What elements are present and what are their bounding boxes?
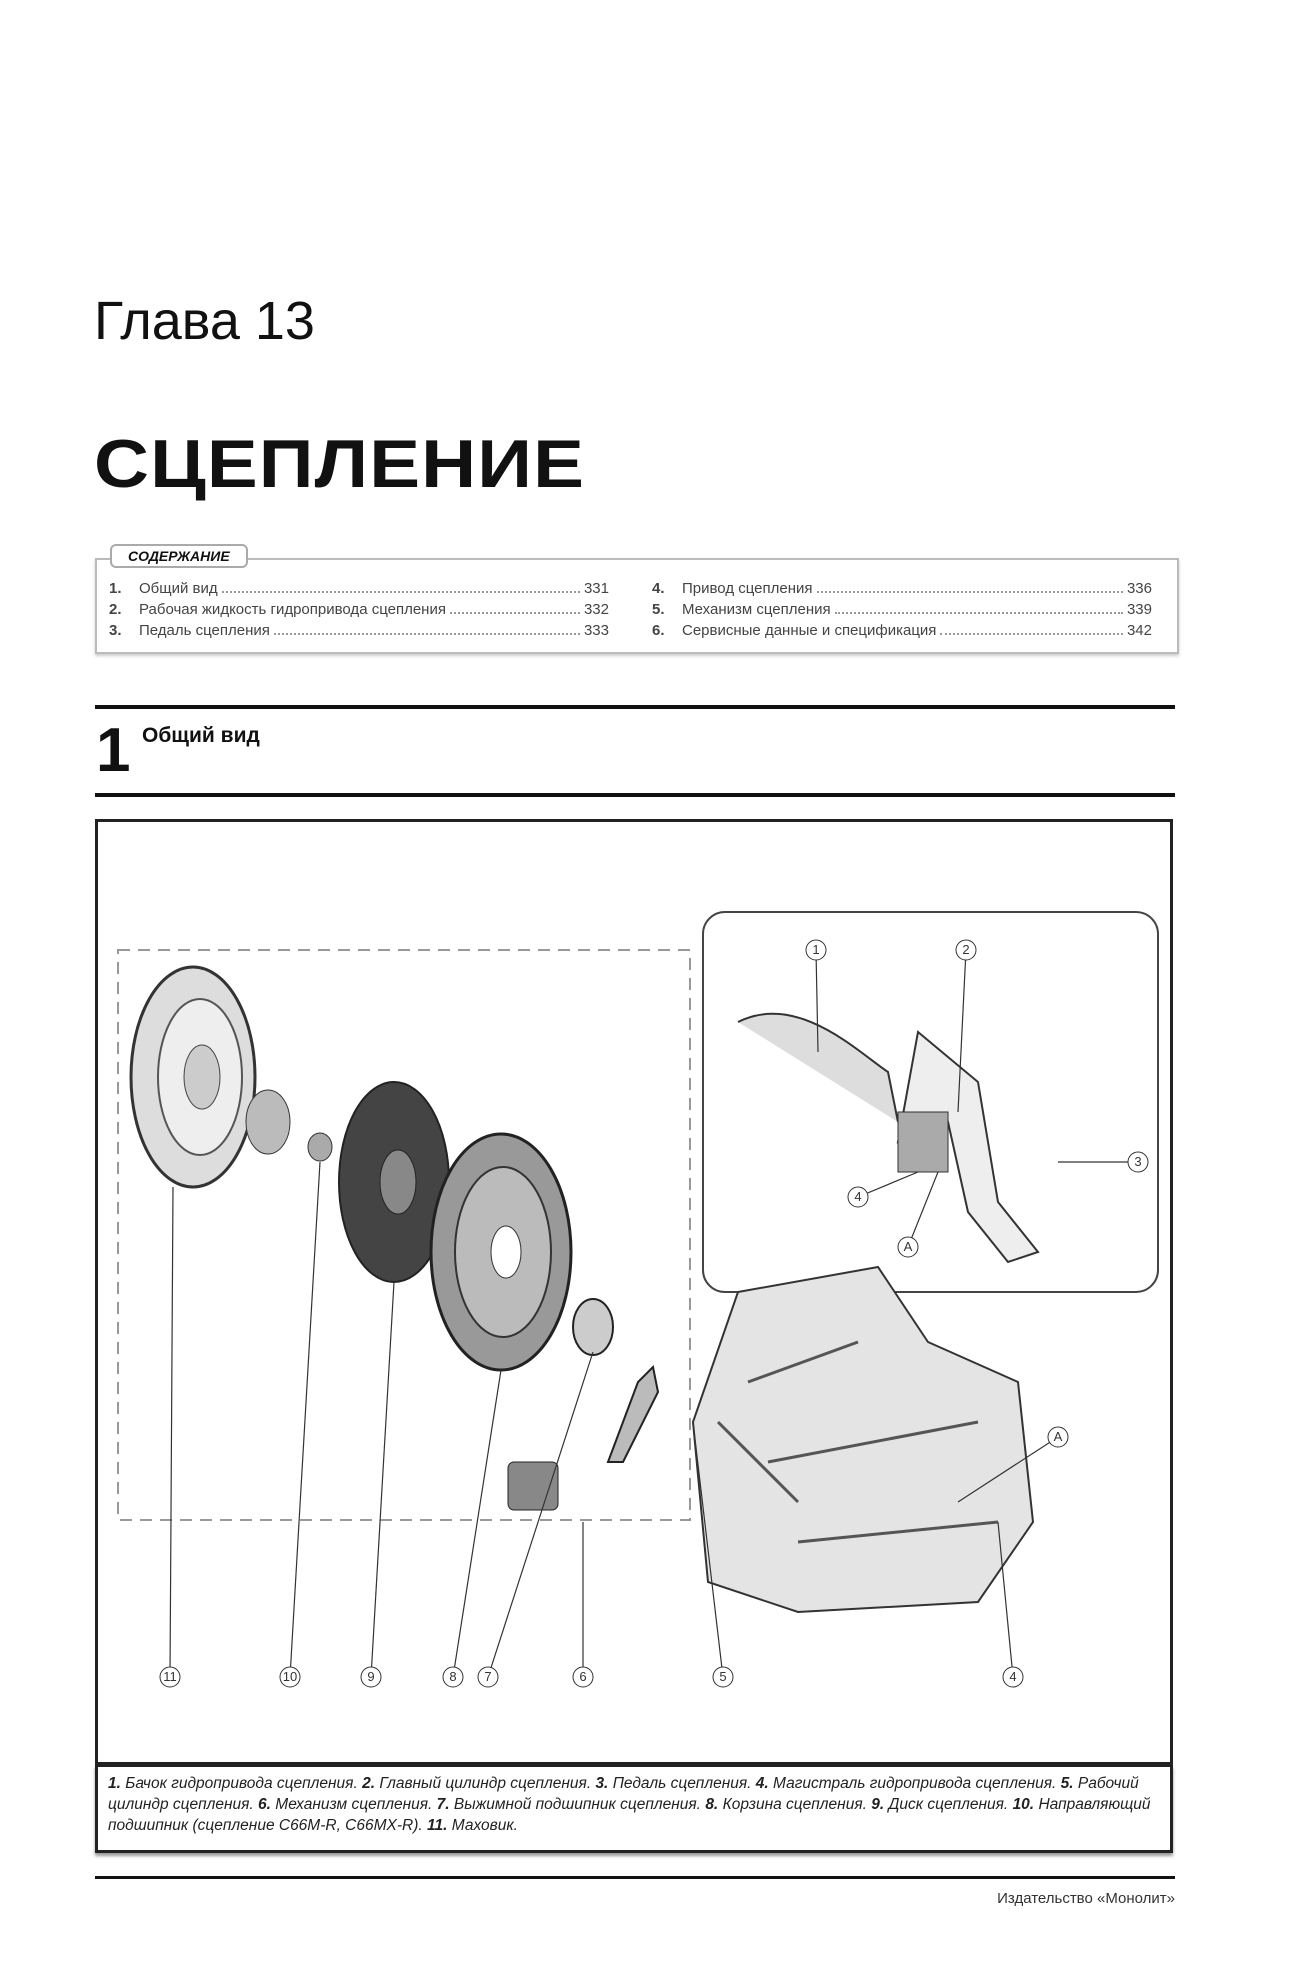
caption-item [258,1796,437,1813]
caption-number: 9. [871,1796,885,1813]
toc-item-page: 339 [1126,601,1152,618]
caption-number: 2. [362,1775,376,1792]
transmission [693,1267,1033,1612]
leader-line [371,1282,394,1677]
caption-text: Бачок гидропривода сцепления. [125,1775,358,1792]
callout-label: A [903,1239,913,1254]
master-cylinder [898,1112,948,1172]
caption-item [427,1817,518,1834]
caption-number: 7. [436,1796,450,1813]
figure-caption [95,1765,1173,1853]
callout-label: 5 [719,1669,727,1684]
toc-item-label: Привод сцепления [682,580,813,597]
toc-item-label: Общий вид [139,580,218,597]
toc-leader-dots [450,612,580,614]
toc-item-page: 342 [1126,622,1152,639]
pilot-bearing [308,1133,332,1161]
caption-item [108,1775,362,1792]
caption-number: 4. [755,1775,769,1792]
callout-label: 8 [449,1669,457,1684]
toc-item-page: 331 [583,580,609,597]
toc-leader-dots [940,633,1123,635]
toc-item-label: Механизм сцепления [682,601,831,618]
caption-text: Рабочий цилиндр сцепления. [108,1775,1139,1813]
callout-label: 3 [1134,1154,1142,1169]
toc-item-label: Сервисные данные и спецификация [682,622,937,639]
caption-number: 3. [595,1775,609,1792]
toc-item-page: 332 [583,601,609,618]
caption-text: Корзина сцепления. [722,1796,867,1813]
callout-label: 4 [1009,1669,1017,1684]
toc-item[interactable] [652,576,1152,597]
toc-item[interactable] [109,576,609,597]
caption-text: Педаль сцепления. [612,1775,752,1792]
caption-item [871,1796,1012,1813]
caption-number: 11. [427,1817,448,1834]
toc-item-page: 336 [1126,580,1152,597]
callout-label: 10 [282,1669,298,1684]
chapter-title: СЦЕПЛЕНИЕ [94,426,586,502]
caption-number: 1. [108,1775,121,1792]
clutch-illustration [98,822,1170,1762]
toc-item[interactable] [109,597,609,618]
caption-text: Маховик. [451,1817,518,1834]
caption-text: Механизм сцепления. [275,1796,433,1813]
caption-text: Направляющий подшипник (сцепление C66M-R, C66MX-R). [108,1796,1151,1834]
clutch-diagram [95,819,1173,1765]
release-bearing [573,1299,613,1355]
leader-line [290,1162,320,1677]
toc-item-number: 5. [652,601,665,618]
caption-item [705,1796,871,1813]
caption-item [595,1775,755,1792]
caption-item [756,1775,1061,1792]
release-fork [608,1367,658,1462]
caption-number: 8. [705,1796,719,1813]
toc-leader-dots [222,591,580,593]
caption-text: Магистраль гидропривода сцепления. [773,1775,1057,1792]
flywheel [131,967,290,1187]
toc-item-number: 2. [109,601,122,618]
caption-item [362,1775,595,1792]
leader-line [908,1172,938,1247]
leader-line [170,1187,173,1677]
callout-label: 1 [812,942,820,957]
callout-label: 6 [579,1669,587,1684]
toc-item[interactable] [109,618,609,639]
toc-leader-dots [817,591,1123,593]
table-of-contents [95,558,1179,654]
callout-label: 7 [484,1669,492,1684]
toc-heading: СОДЕРЖАНИЕ [110,544,248,568]
callout-label: 11 [163,1669,177,1684]
pressure-plate [431,1134,571,1370]
toc-leader-dots [274,633,580,635]
publisher-label: Издательство «Монолит» [997,1890,1175,1907]
caption-item [437,1796,706,1813]
leader-line [453,1370,501,1677]
callout-label: 4 [854,1189,862,1204]
footer-rule [95,1876,1175,1879]
toc-item[interactable] [652,618,1152,639]
callout-label: A [1053,1429,1063,1444]
section-number: 1 [96,716,131,785]
section-rule-bottom [95,793,1175,797]
caption-text: Главный цилиндр сцепления. [379,1775,592,1792]
toc-item-label: Педаль сцепления [139,622,270,639]
caption-text: Диск сцепления. [888,1796,1009,1813]
toc-leader-dots [835,612,1123,614]
section-rule-top [95,705,1175,709]
toc-item-number: 3. [109,622,122,639]
leader-line [488,1352,593,1677]
toc-item[interactable] [652,597,1152,618]
toc-item-label: Рабочая жидкость гидропривода сцепления [139,601,446,618]
caption-number: 10. [1012,1796,1035,1813]
toc-item-number: 1. [109,580,122,597]
toc-item-number: 6. [652,622,665,639]
callout-label: 9 [367,1669,375,1684]
toc-item-number: 4. [652,580,665,597]
chapter-label: Глава 13 [94,291,315,351]
caption-number: 6. [258,1796,271,1813]
section-title: Общий вид [142,724,260,747]
boot [508,1462,558,1510]
caption-text: Выжимной подшипник сцепления. [453,1796,701,1813]
caption-number: 5. [1060,1775,1074,1792]
toc-item-page: 333 [583,622,609,639]
callout-label: 2 [962,942,970,957]
